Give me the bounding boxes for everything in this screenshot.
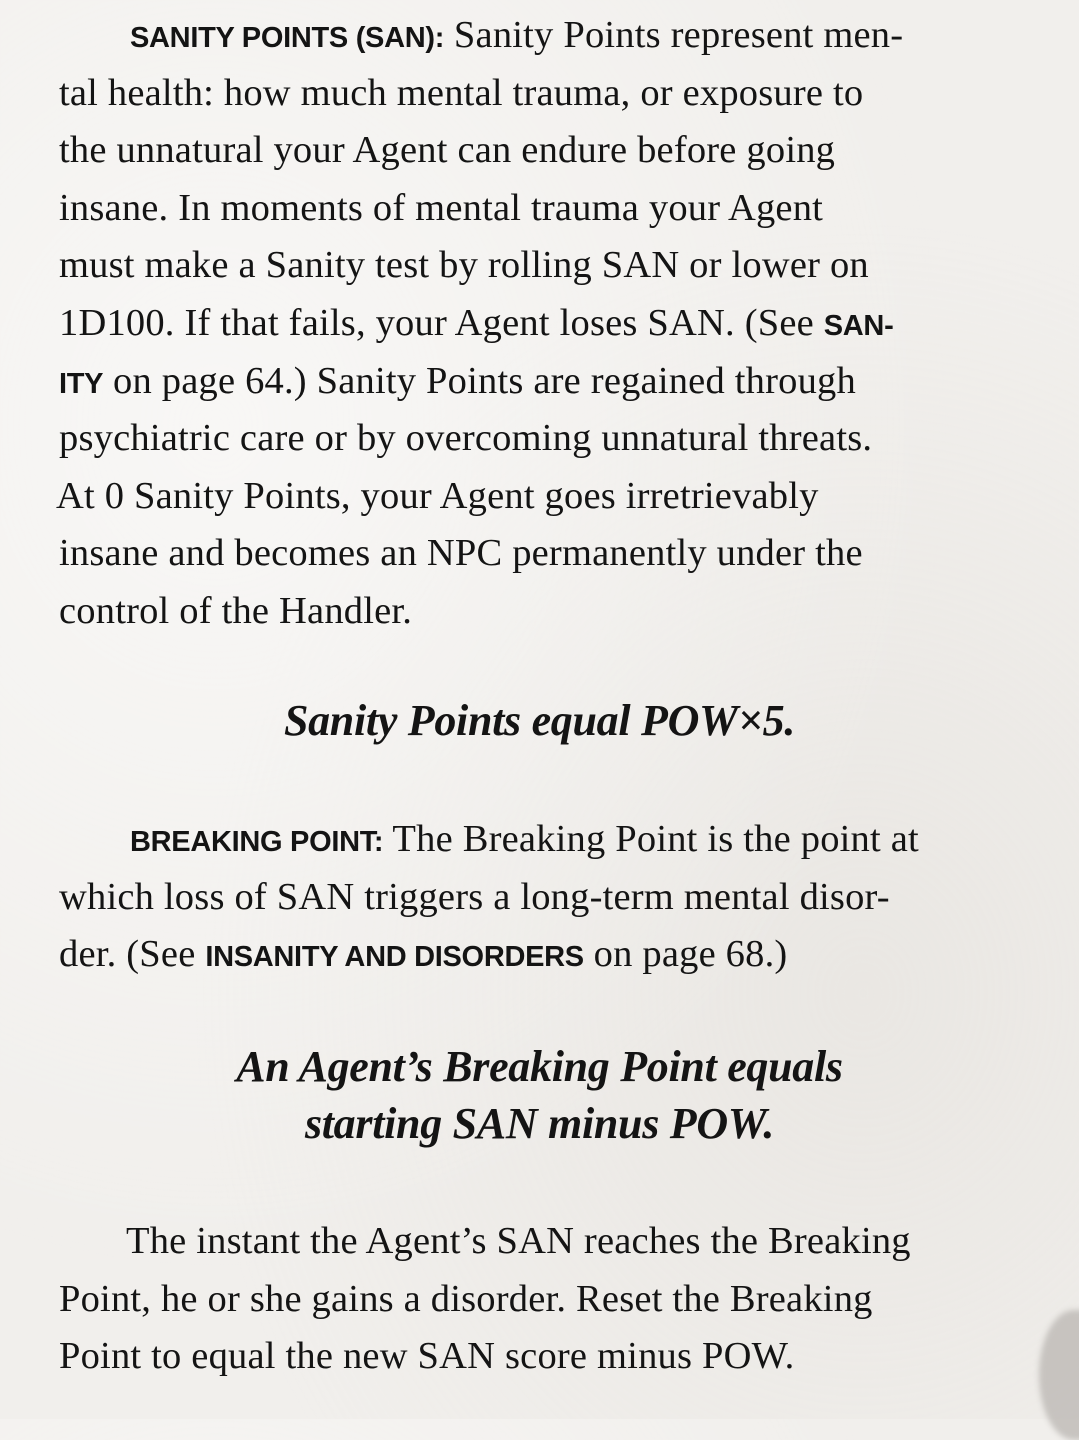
paragraph-line: der. (See INSANITY AND DISORDERS on page 68.) [59,933,788,976]
breaking-point-paragraph [59,811,919,984]
paragraph-line: control of the Handler. [59,589,413,632]
paragraph-line: which loss of SAN triggers a long-term mental disor- [59,875,890,918]
sanity-points-paragraph [56,7,904,641]
paragraph-line: 1D100. If that fails, your Agent loses SAN. (See SAN- [59,301,894,344]
paragraph-line: must make a Sanity test by rolling SAN or lower on [59,244,869,287]
paragraph-line: The instant the Agent’s SAN reaches the Breaking [126,1220,911,1262]
paragraph-line: tal health: how much mental trauma, or exposure to [59,71,864,114]
paragraph-line: Point, he or she gains a disorder. Reset the Breaking [59,1277,873,1320]
breaking-point-term: BREAKING POINT: [130,826,384,858]
paragraph-line: SANITY POINTS (SAN): Sanity Points represent men- [130,14,904,56]
paragraph-line: At 0 Sanity Points, your Agent goes irretrievably [56,474,819,517]
paragraph-line: insane. In moments of mental trauma your Agent [59,186,824,229]
sanity-cross-reference-cont: ITY [59,367,104,400]
page-edge-shadow [1039,1310,1079,1440]
paragraph-line: Point to equal the new SAN score minus POW. [59,1335,795,1378]
paragraph-line: insane and becomes an NPC permanently under the [59,532,863,575]
breaking-point-formula-line-1: An Agent’s Breaking Point equals [236,1042,843,1091]
sanity-formula: Sanity Points equal POW×5. [283,696,796,745]
paragraph-line: the unnatural your Agent can endure before going [59,129,836,172]
closing-paragraph [59,1213,911,1386]
paragraph-line: BREAKING POINT: The Breaking Point is the point at [130,818,919,860]
sanity-points-term: SANITY POINTS (SAN): [130,22,445,54]
paragraph-line: ITY on page 64.) Sanity Points are regained through [59,359,856,402]
paragraph-line: psychiatric care or by overcoming unnatural threats. [59,417,873,460]
breaking-point-formula-line-2: starting SAN minus POW. [304,1099,775,1148]
sanity-cross-reference: SAN- [823,309,894,342]
insanity-cross-reference: INSANITY AND DISORDERS [205,941,584,974]
